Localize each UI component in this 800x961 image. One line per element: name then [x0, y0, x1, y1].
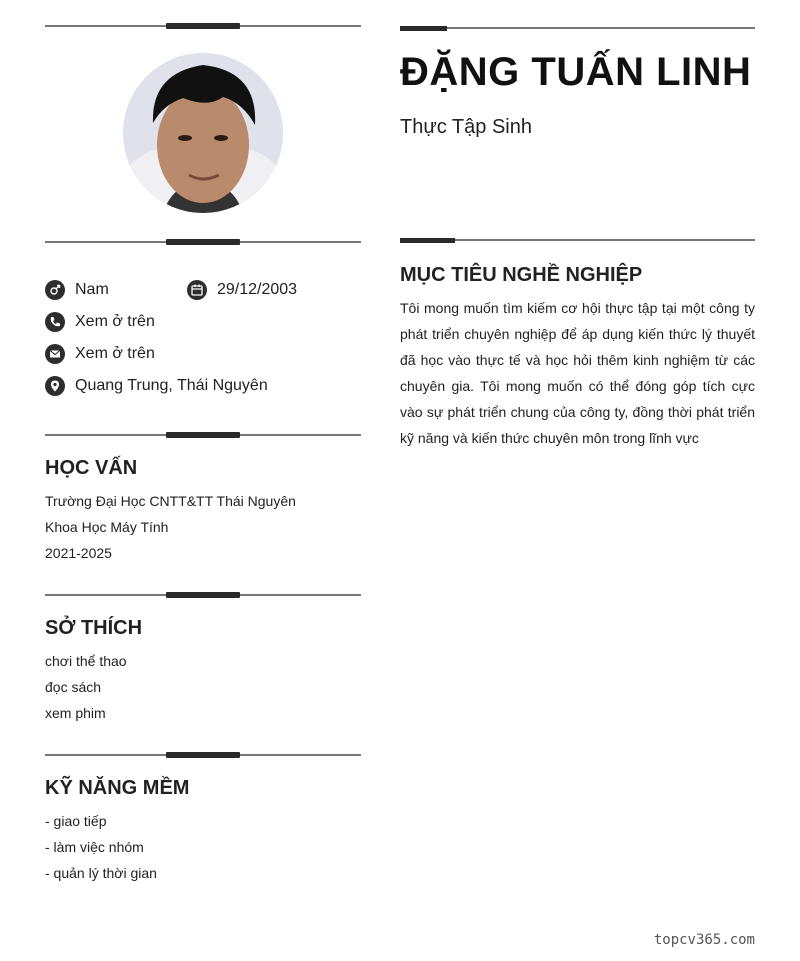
phone-value: Xem ở trên [75, 313, 155, 330]
address-value: Quang Trung, Thái Nguyên [75, 377, 268, 394]
left-divider-top [45, 23, 361, 29]
email-value: Xem ở trên [75, 345, 155, 362]
calendar-icon [187, 280, 207, 300]
left-divider-soft-skills [45, 752, 361, 758]
birthdate-value: 29/12/2003 [217, 281, 298, 298]
gender-value: Nam [75, 281, 109, 298]
candidate-role: Thực Tập Sinh [400, 116, 532, 138]
soft-skill-item: - quản lý thời gian [45, 865, 157, 881]
objective-title: MỤC TIÊU NGHỀ NGHIỆP [400, 264, 643, 286]
birthdate-row [187, 278, 297, 302]
phone-icon [45, 312, 65, 332]
education-title: HỌC VẤN [45, 457, 138, 479]
hobby-item: chơi thể thao [45, 653, 127, 669]
objective-text: Tôi mong muốn tìm kiếm cơ hội thực tập tại một công ty phát triển chuyên nghiệp để áp dụng kiến thức lý thuyết đã học vào thực tế và học hỏi thêm kinh nghiệm từ các chuyên gia. Tôi mong muốn có thể đóng góp tích cực vào sự phát triển chung của công ty, đồng thời phát triển kỹ năng và kiến thức chuyên môn trong lĩnh vực [400, 300, 755, 446]
education-years: 2021-2025 [45, 545, 112, 561]
hobby-item: đọc sách [45, 679, 102, 695]
right-divider-objective [400, 238, 755, 243]
candidate-name: ĐẶNG TUẤN LINH [400, 50, 752, 94]
gender-icon [45, 280, 65, 300]
watermark: topcv365.com [653, 932, 755, 948]
left-divider-education [45, 432, 361, 438]
education-school: Trường Đại Học CNTT&TT Thái Nguyên [45, 493, 296, 509]
location-pin-icon [45, 376, 65, 396]
phone-row [45, 310, 155, 334]
email-icon [45, 344, 65, 364]
soft-skill-item: - làm việc nhóm [45, 839, 144, 855]
soft-skill-item: - giao tiếp [45, 813, 107, 829]
email-row [45, 342, 155, 366]
portrait-photo [123, 53, 283, 213]
right-divider-top [400, 26, 755, 31]
hobby-item: xem phim [45, 705, 106, 721]
hobbies-title: SỞ THÍCH [45, 617, 143, 639]
avatar [123, 53, 283, 213]
gender-row [45, 278, 109, 302]
soft-skills-title: KỸ NĂNG MỀM [45, 777, 190, 799]
left-divider-hobbies [45, 592, 361, 598]
education-major: Khoa Học Máy Tính [45, 519, 169, 535]
left-divider-profile [45, 239, 361, 245]
address-row [45, 374, 268, 398]
